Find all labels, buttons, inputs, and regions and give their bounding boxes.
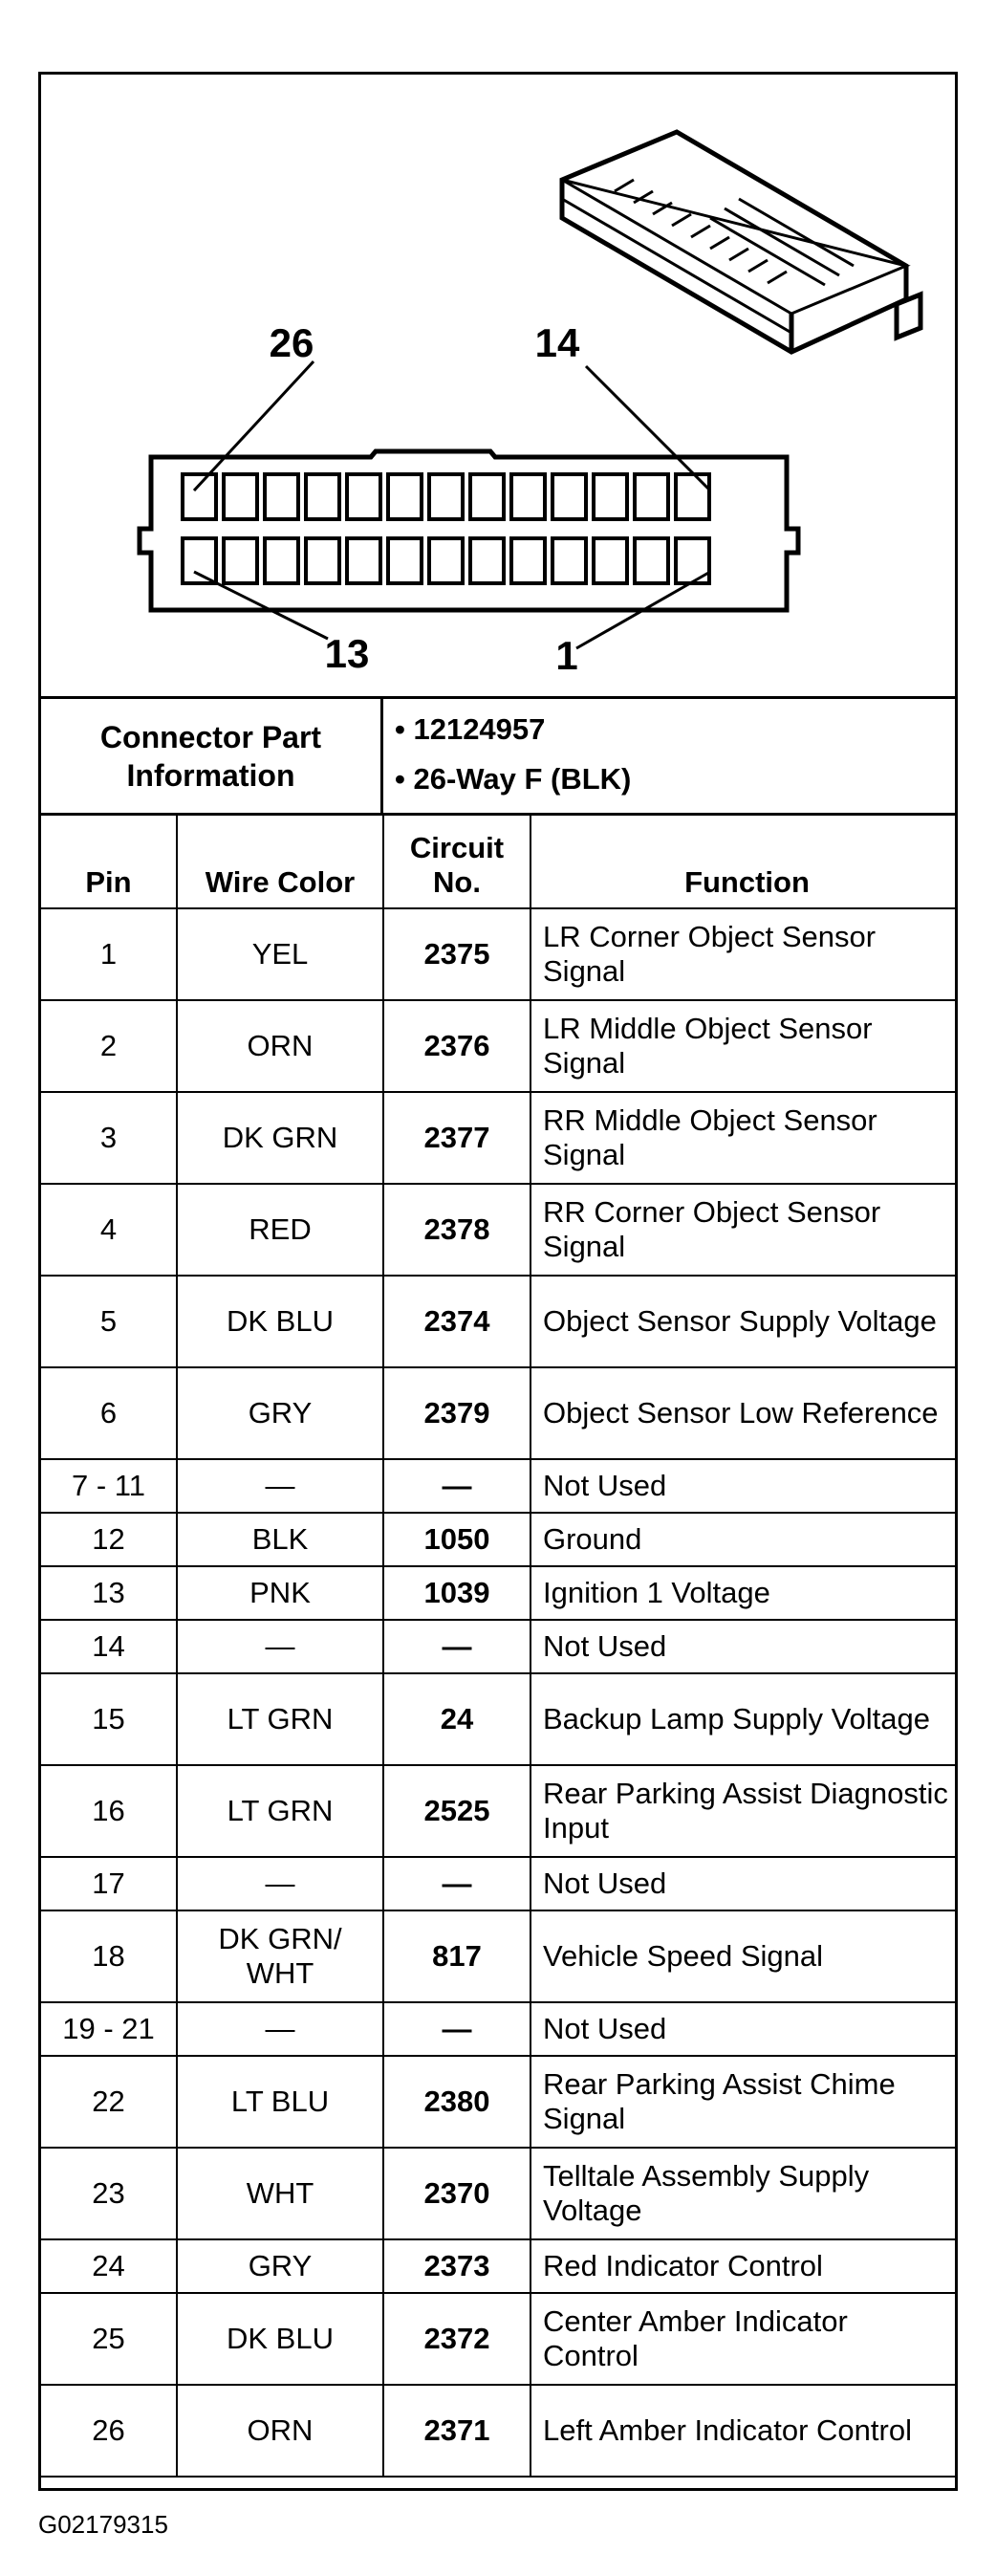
- pin-cavity: [306, 538, 339, 583]
- function-cell: Ground: [530, 1513, 955, 1566]
- pin-cell: 4: [41, 1184, 177, 1276]
- header-circuit-no: Circuit No.: [383, 815, 530, 908]
- function-cell: LR Corner Object Sensor Signal: [530, 908, 955, 1000]
- wire-color-cell: PNK: [177, 1566, 383, 1620]
- table-row: [41, 2385, 955, 2477]
- function-cell: Red Indicator Control: [530, 2239, 955, 2293]
- leader-line-14: [586, 366, 710, 491]
- circuit-no-cell: 2380: [383, 2056, 530, 2148]
- table-row: [41, 1092, 955, 1184]
- pin-cell: 19 - 21: [41, 2002, 177, 2056]
- wire-color-cell: DK BLU: [177, 1276, 383, 1367]
- table-row: [41, 1857, 955, 1910]
- pin-cavity: [511, 474, 545, 519]
- wire-color-cell: YEL: [177, 908, 383, 1000]
- pin-cavity: [470, 538, 504, 583]
- header-function: Function: [530, 815, 955, 908]
- wire-color-cell: RED: [177, 1184, 383, 1276]
- pin-cell: 26: [41, 2385, 177, 2477]
- table-row: [41, 2002, 955, 2056]
- pin-cell: 23: [41, 2148, 177, 2239]
- table-row: [41, 908, 955, 1000]
- connector-sheet: [38, 72, 958, 2491]
- circuit-no-cell: 24: [383, 1673, 530, 1765]
- wire-color-cell: —: [177, 1459, 383, 1513]
- function-cell: Rear Parking Assist Chime Signal: [530, 2056, 955, 2148]
- circuit-no-cell: 2379: [383, 1367, 530, 1459]
- wire-color-cell: DK GRN/ WHT: [177, 1910, 383, 2002]
- circuit-no-cell: 2370: [383, 2148, 530, 2239]
- circuit-no-cell: —: [383, 2002, 530, 2056]
- wire-color-cell: ORN: [177, 1000, 383, 1092]
- figure-caption: G02179315: [38, 2510, 168, 2539]
- pin-cavity: [635, 474, 668, 519]
- wire-color-cell: GRY: [177, 1367, 383, 1459]
- wire-color-cell: —: [177, 1620, 383, 1673]
- pin-cavity: [306, 474, 339, 519]
- pin-cavity: [388, 538, 422, 583]
- function-cell: RR Corner Object Sensor Signal: [530, 1184, 955, 1276]
- pin-label-1: 1: [555, 633, 578, 678]
- wire-color-cell: LT GRN: [177, 1765, 383, 1857]
- function-cell: Object Sensor Supply Voltage: [530, 1276, 955, 1367]
- wire-color-cell: DK GRN: [177, 1092, 383, 1184]
- circuit-no-cell: —: [383, 1857, 530, 1910]
- pin-cavity: [183, 538, 216, 583]
- connector-diagram: [41, 75, 955, 696]
- function-cell: Backup Lamp Supply Voltage: [530, 1673, 955, 1765]
- wire-color-cell: LT BLU: [177, 2056, 383, 2148]
- pin-cell: 17: [41, 1857, 177, 1910]
- wire-color-cell: —: [177, 2002, 383, 2056]
- function-cell: RR Middle Object Sensor Signal: [530, 1092, 955, 1184]
- table-row: [41, 1459, 955, 1513]
- pin-cell: 2: [41, 1000, 177, 1092]
- pin-cavity: [594, 538, 627, 583]
- circuit-no-cell: 2376: [383, 1000, 530, 1092]
- pin-cavity: [594, 474, 627, 519]
- table-header-row: [41, 815, 955, 908]
- circuit-no-cell: —: [383, 1620, 530, 1673]
- pin-cavity: [676, 474, 709, 519]
- circuit-no-cell: 2372: [383, 2293, 530, 2385]
- pin-cavity: [429, 538, 463, 583]
- circuit-no-cell: 2371: [383, 2385, 530, 2477]
- pin-cell: 12: [41, 1513, 177, 1566]
- pin-cavity: [183, 474, 216, 519]
- table-row: [41, 1276, 955, 1367]
- pin-label-13: 13: [324, 631, 370, 676]
- connector-face-drawing: [41, 75, 955, 696]
- circuit-no-cell: 2374: [383, 1276, 530, 1367]
- table-row: [41, 1566, 955, 1620]
- function-cell: Center Amber Indicator Control: [530, 2293, 955, 2385]
- table-row: [41, 1513, 955, 1566]
- wire-color-cell: DK BLU: [177, 2293, 383, 2385]
- pin-cavity: [224, 474, 257, 519]
- pin-cavity: [470, 474, 504, 519]
- function-cell: LR Middle Object Sensor Signal: [530, 1000, 955, 1092]
- connector-info-values: [395, 705, 631, 804]
- wire-color-cell: ORN: [177, 2385, 383, 2477]
- pin-cavity: [265, 538, 298, 583]
- pin-cell: 16: [41, 1765, 177, 1857]
- table-row: [41, 2148, 955, 2239]
- function-cell: Not Used: [530, 2002, 955, 2056]
- function-cell: Rear Parking Assist Diagnostic Input: [530, 1765, 955, 1857]
- connector-part-information: [41, 696, 955, 813]
- pin-cell: 25: [41, 2293, 177, 2385]
- pin-cell: 1: [41, 908, 177, 1000]
- header-pin: Pin: [41, 815, 177, 908]
- wire-color-cell: —: [177, 1857, 383, 1910]
- pin-cell: 3: [41, 1092, 177, 1184]
- table-row: [41, 1367, 955, 1459]
- pin-cell: 6: [41, 1367, 177, 1459]
- table-row: [41, 1620, 955, 1673]
- pin-cell: 18: [41, 1910, 177, 2002]
- function-cell: Ignition 1 Voltage: [530, 1566, 955, 1620]
- pin-cavity: [511, 538, 545, 583]
- table-row: [41, 1910, 955, 2002]
- table-row: [41, 2056, 955, 2148]
- pin-cell: 22: [41, 2056, 177, 2148]
- circuit-no-cell: 2525: [383, 1765, 530, 1857]
- circuit-no-cell: 817: [383, 1910, 530, 2002]
- circuit-no-cell: 2373: [383, 2239, 530, 2293]
- wire-color-cell: BLK: [177, 1513, 383, 1566]
- circuit-no-cell: 1039: [383, 1566, 530, 1620]
- pin-cavity: [265, 474, 298, 519]
- wire-color-cell: GRY: [177, 2239, 383, 2293]
- circuit-no-cell: 2377: [383, 1092, 530, 1184]
- circuit-no-cell: 1050: [383, 1513, 530, 1566]
- function-cell: Object Sensor Low Reference: [530, 1367, 955, 1459]
- connector-info-label: Connector Part Information: [41, 699, 383, 813]
- connector-part-number: • 12124957: [395, 712, 546, 746]
- pin-cell: 7 - 11: [41, 1459, 177, 1513]
- table-row: [41, 1673, 955, 1765]
- table-row: [41, 2293, 955, 2385]
- table-row: [41, 1765, 955, 1857]
- table-row: [41, 1000, 955, 1092]
- function-cell: Not Used: [530, 1857, 955, 1910]
- pin-cavity: [635, 538, 668, 583]
- pin-label-26: 26: [269, 320, 314, 365]
- pin-cell: 13: [41, 1566, 177, 1620]
- table-row: [41, 1184, 955, 1276]
- connector-description: • 26-Way F (BLK): [395, 762, 632, 796]
- connector-isometric-icon: [562, 132, 920, 352]
- function-cell: Vehicle Speed Signal: [530, 1910, 955, 2002]
- pin-cavity: [347, 474, 380, 519]
- pin-cell: 15: [41, 1673, 177, 1765]
- wire-color-cell: LT GRN: [177, 1673, 383, 1765]
- circuit-no-cell: 2378: [383, 1184, 530, 1276]
- pin-cavity: [388, 474, 422, 519]
- circuit-no-cell: 2375: [383, 908, 530, 1000]
- pin-cell: 5: [41, 1276, 177, 1367]
- pin-cavity: [552, 474, 586, 519]
- wire-color-cell: WHT: [177, 2148, 383, 2239]
- pinout-table: [41, 813, 955, 2478]
- pin-cell: 14: [41, 1620, 177, 1673]
- pin-cavity: [224, 538, 257, 583]
- pin-cavity: [552, 538, 586, 583]
- function-cell: Telltale Assembly Supply Voltage: [530, 2148, 955, 2239]
- pin-cavity: [429, 474, 463, 519]
- circuit-no-cell: —: [383, 1459, 530, 1513]
- leader-line-26: [194, 361, 314, 491]
- pin-cell: 24: [41, 2239, 177, 2293]
- pin-label-14: 14: [534, 320, 580, 365]
- function-cell: Not Used: [530, 1459, 955, 1513]
- function-cell: Left Amber Indicator Control: [530, 2385, 955, 2477]
- pin-cavity: [347, 538, 380, 583]
- header-wire-color: Wire Color: [177, 815, 383, 908]
- function-cell: Not Used: [530, 1620, 955, 1673]
- table-row: [41, 2239, 955, 2293]
- pin-cavities: [183, 474, 709, 583]
